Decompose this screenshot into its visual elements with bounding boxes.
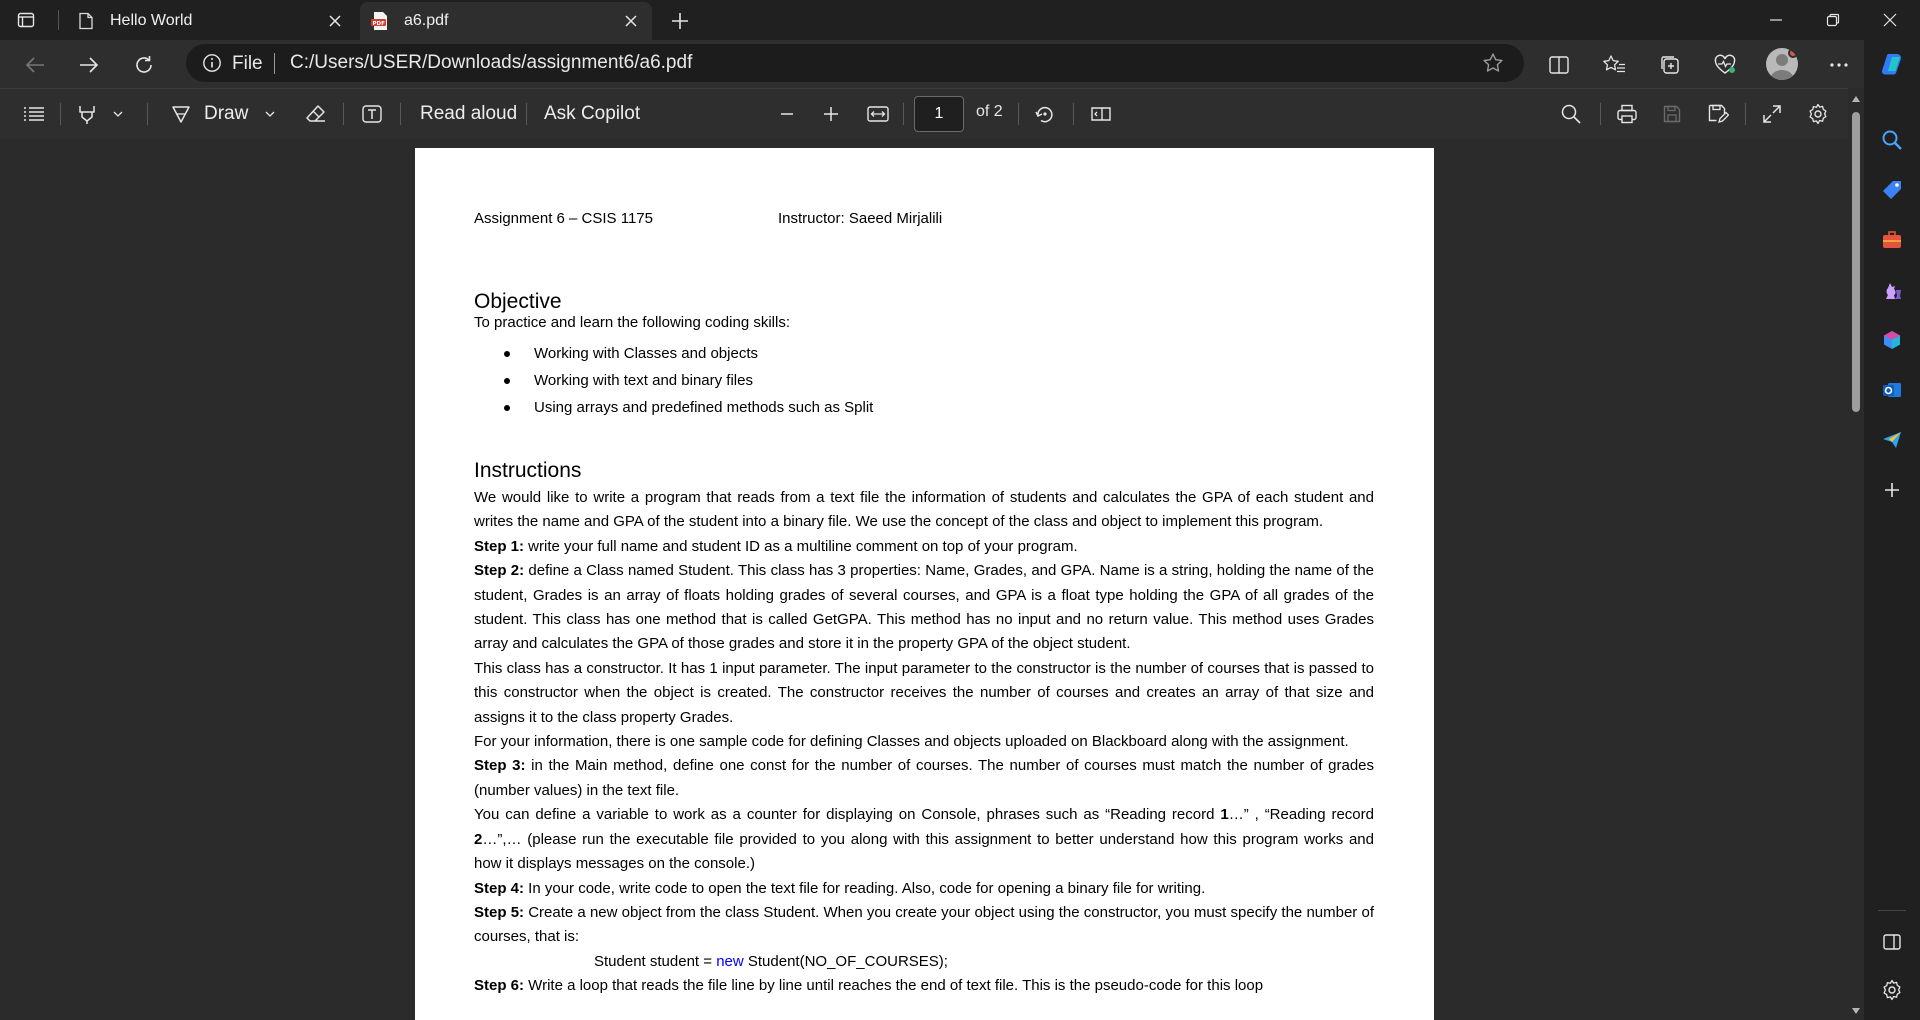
ask-copilot-button[interactable]: Ask Copilot	[544, 103, 641, 124]
address-field[interactable]	[186, 44, 1524, 82]
scroll-up-arrow-icon[interactable]	[1851, 94, 1861, 104]
step-5	[474, 901, 1374, 950]
copilot-icon[interactable]	[1878, 50, 1906, 78]
save-icon[interactable]	[1658, 99, 1686, 129]
pdf-settings-gear-icon[interactable]	[1804, 99, 1832, 129]
step-text: define a Class named Student. This class has 3 properties: Name, Grades, and GPA. Name is a string, holding the name of the student, Grades is an array of floats holding grades of several courses, and GPA is a float type holding the GPA of all grades of the student. This class has one method that is called GetGPA. This method has no input and no return value. This method uses Grades array and calculates the GPA of those grades and store it in the property GPA of the object student.	[474, 562, 1375, 653]
scroll-thumb[interactable]	[1852, 112, 1860, 412]
fullscreen-icon[interactable]	[1758, 99, 1786, 129]
scroll-down-arrow-icon[interactable]	[1851, 1006, 1861, 1016]
svg-text:PDF: PDF	[372, 21, 385, 27]
read-aloud-button[interactable]: Read aloud	[420, 103, 518, 124]
counter-paragraph	[474, 803, 1374, 876]
zoom-out-icon[interactable]	[776, 99, 798, 129]
notification-dot	[1788, 48, 1798, 58]
step-2	[474, 559, 1374, 657]
step-4	[474, 877, 1374, 901]
microsoft-365-icon[interactable]	[1878, 326, 1906, 354]
info-icon[interactable]	[202, 53, 222, 73]
favorites-icon[interactable]	[1599, 50, 1629, 80]
counter-number: 1	[1220, 806, 1229, 824]
page-view-icon[interactable]	[1087, 99, 1115, 129]
sidebar-search-icon[interactable]	[1878, 126, 1906, 154]
step-label: Step 4:	[474, 879, 525, 897]
page-total-label: of 2	[976, 103, 1003, 120]
step-label: Step 3:	[474, 757, 526, 775]
collections-icon[interactable]	[1655, 50, 1685, 80]
eraser-icon[interactable]	[302, 99, 330, 129]
instructor-name: Instructor: Saeed Mirjalili	[778, 210, 943, 227]
minimize-icon[interactable]	[1760, 6, 1792, 34]
toolbar-separator	[1018, 103, 1019, 125]
address-bar	[0, 40, 1920, 88]
step-text: write your full name and student ID as a multiline comment on top of your program.	[524, 537, 1078, 555]
draw-label: Draw	[204, 103, 249, 124]
counter-text: …” , “Reading record	[1228, 806, 1374, 824]
counter-number: 2	[474, 830, 483, 848]
step-3	[474, 754, 1374, 803]
step-6	[474, 974, 1374, 998]
draw-icon	[170, 103, 192, 125]
hide-sidebar-icon[interactable]	[1878, 928, 1906, 956]
tab-title: a6.pdf	[404, 12, 449, 29]
pdf-file-icon	[370, 11, 390, 31]
fit-width-icon[interactable]	[864, 99, 892, 129]
instructions-intro: We would like to write a program that reads from a text file the information of students and calculates the GPA of each student and writes the name and GPA of the student into a binary file. We use the concept of the class and object to implement this program.	[474, 489, 1374, 531]
instructions-heading: Instructions	[474, 459, 582, 482]
step-text: Create a new object from the class Student. When you create your object using the constructor, you must specify the number of courses, that is:	[474, 903, 1374, 946]
step-text: In your code, write code to open the text file for reading. Also, code for opening a binary file for writing.	[524, 879, 1206, 897]
save-as-icon[interactable]	[1704, 99, 1732, 129]
tab-title: Hello World	[110, 12, 193, 29]
toolbar-separator	[526, 103, 527, 125]
toolbar-separator	[147, 103, 148, 125]
step-label: Step 2:	[474, 562, 525, 580]
toolbar-separator	[1600, 103, 1601, 125]
tools-briefcase-icon[interactable]	[1878, 226, 1906, 254]
back-icon[interactable]	[20, 50, 50, 80]
url-text[interactable]: C:/Users/USER/Downloads/assignment6/a6.pdf	[290, 52, 693, 73]
send-plane-icon[interactable]	[1878, 426, 1906, 454]
instructions-body	[474, 486, 1374, 999]
pdf-viewer[interactable]	[0, 138, 1848, 1020]
draw-button[interactable]	[170, 99, 248, 129]
page-icon	[76, 11, 96, 31]
toolbar-separator	[903, 103, 904, 125]
step-1	[474, 535, 1374, 559]
restore-icon[interactable]	[1817, 6, 1849, 34]
split-screen-icon[interactable]	[1544, 50, 1574, 80]
toolbar-separator	[60, 103, 61, 125]
shopping-tag-icon[interactable]	[1878, 176, 1906, 204]
close-tab-icon[interactable]	[620, 10, 642, 32]
scheme-label: File	[232, 53, 263, 74]
step-text: Write a loop that reads the file line by line until reaches the end of text file. This is the pseudo-code for this loop	[524, 977, 1264, 995]
contents-list-icon[interactable]	[20, 99, 48, 129]
favorite-star-icon[interactable]	[1482, 52, 1504, 74]
refresh-icon[interactable]	[129, 50, 159, 80]
highlight-chevron-down-icon[interactable]	[110, 99, 126, 129]
objective-intro: To practice and learn the following coding skills:	[474, 314, 791, 331]
vertical-scrollbar[interactable]	[1848, 90, 1864, 1020]
sidebar-settings-gear-icon[interactable]	[1878, 976, 1906, 1004]
pdf-page	[415, 148, 1434, 1020]
browser-essentials-icon[interactable]	[1710, 50, 1740, 80]
code-snippet	[474, 950, 1374, 974]
counter-text: You can define a variable to work as a counter for displaying on Console, phrases such as “Reading record	[474, 806, 1221, 824]
toolbar-separator	[1073, 103, 1074, 125]
pdf-toolbar	[0, 88, 1848, 138]
document-header	[474, 210, 943, 227]
list-item: Working with text and binary files	[474, 367, 873, 394]
forward-icon[interactable]	[74, 50, 104, 80]
search-icon[interactable]	[1557, 99, 1585, 129]
new-tab-icon[interactable]	[667, 8, 693, 34]
outlook-icon[interactable]	[1878, 376, 1906, 404]
info-paragraph: For your information, there is one sample code for defining Classes and objects uploaded on Blackboard along with the assignment.	[474, 733, 1349, 751]
draw-chevron-down-icon[interactable]	[262, 99, 278, 129]
toolbar-separator	[343, 103, 344, 125]
close-tab-icon[interactable]	[324, 10, 346, 32]
more-options-icon[interactable]	[1824, 50, 1854, 80]
objective-list	[474, 340, 873, 421]
tab-hello-world[interactable]	[66, 2, 356, 40]
step-text: in the Main method, define one const for the number of courses. The number of courses must match the number of grades (number values) in the text file.	[474, 757, 1374, 799]
page-number-input[interactable]: 1	[914, 96, 964, 132]
print-icon[interactable]	[1613, 99, 1641, 129]
step-label: Step 5:	[474, 903, 525, 921]
code-keyword: new	[716, 952, 744, 970]
counter-text: …”,… (please run the executable file provided to you along with this assignment to better understand how this program works and how it displays messages on the console.)	[474, 830, 1374, 873]
add-sidebar-app-icon[interactable]	[1878, 476, 1906, 504]
list-item: Using arrays and predefined methods such as Split	[474, 394, 873, 421]
rotate-icon[interactable]	[1031, 99, 1059, 129]
close-window-icon[interactable]	[1874, 6, 1906, 34]
code-text: Student(NO_OF_COURSES);	[743, 952, 948, 970]
list-item: Working with Classes and objects	[474, 340, 873, 367]
zoom-in-icon[interactable]	[820, 99, 842, 129]
objective-heading: Objective	[474, 290, 562, 313]
toolbar-separator	[400, 103, 401, 125]
tab-bar	[0, 0, 1920, 40]
toolbar-separator	[1745, 103, 1746, 125]
tab-actions-icon[interactable]	[14, 8, 38, 32]
add-text-icon[interactable]	[358, 99, 386, 129]
tab-separator	[58, 10, 59, 30]
step-label: Step 6:	[474, 977, 525, 995]
course-title: Assignment 6 – CSIS 1175	[474, 210, 653, 227]
highlight-icon[interactable]	[74, 99, 100, 129]
address-divider	[274, 53, 275, 74]
tab-a6-pdf[interactable]	[360, 2, 652, 40]
sidebar-separator	[1878, 910, 1906, 911]
profile-avatar[interactable]	[1766, 48, 1798, 80]
code-text: Student student =	[594, 952, 717, 970]
edge-sidebar	[1864, 40, 1920, 1020]
step-label: Step 1:	[474, 537, 525, 555]
games-chess-icon[interactable]	[1878, 276, 1906, 304]
constructor-paragraph: This class has a constructor. It has 1 input parameter. The input parameter to the constructor is the number of courses that is passed to this constructor when the object is created. The constructor receives the number of courses and creates an array of that size and assigns it to the class property Grades.	[474, 659, 1374, 726]
